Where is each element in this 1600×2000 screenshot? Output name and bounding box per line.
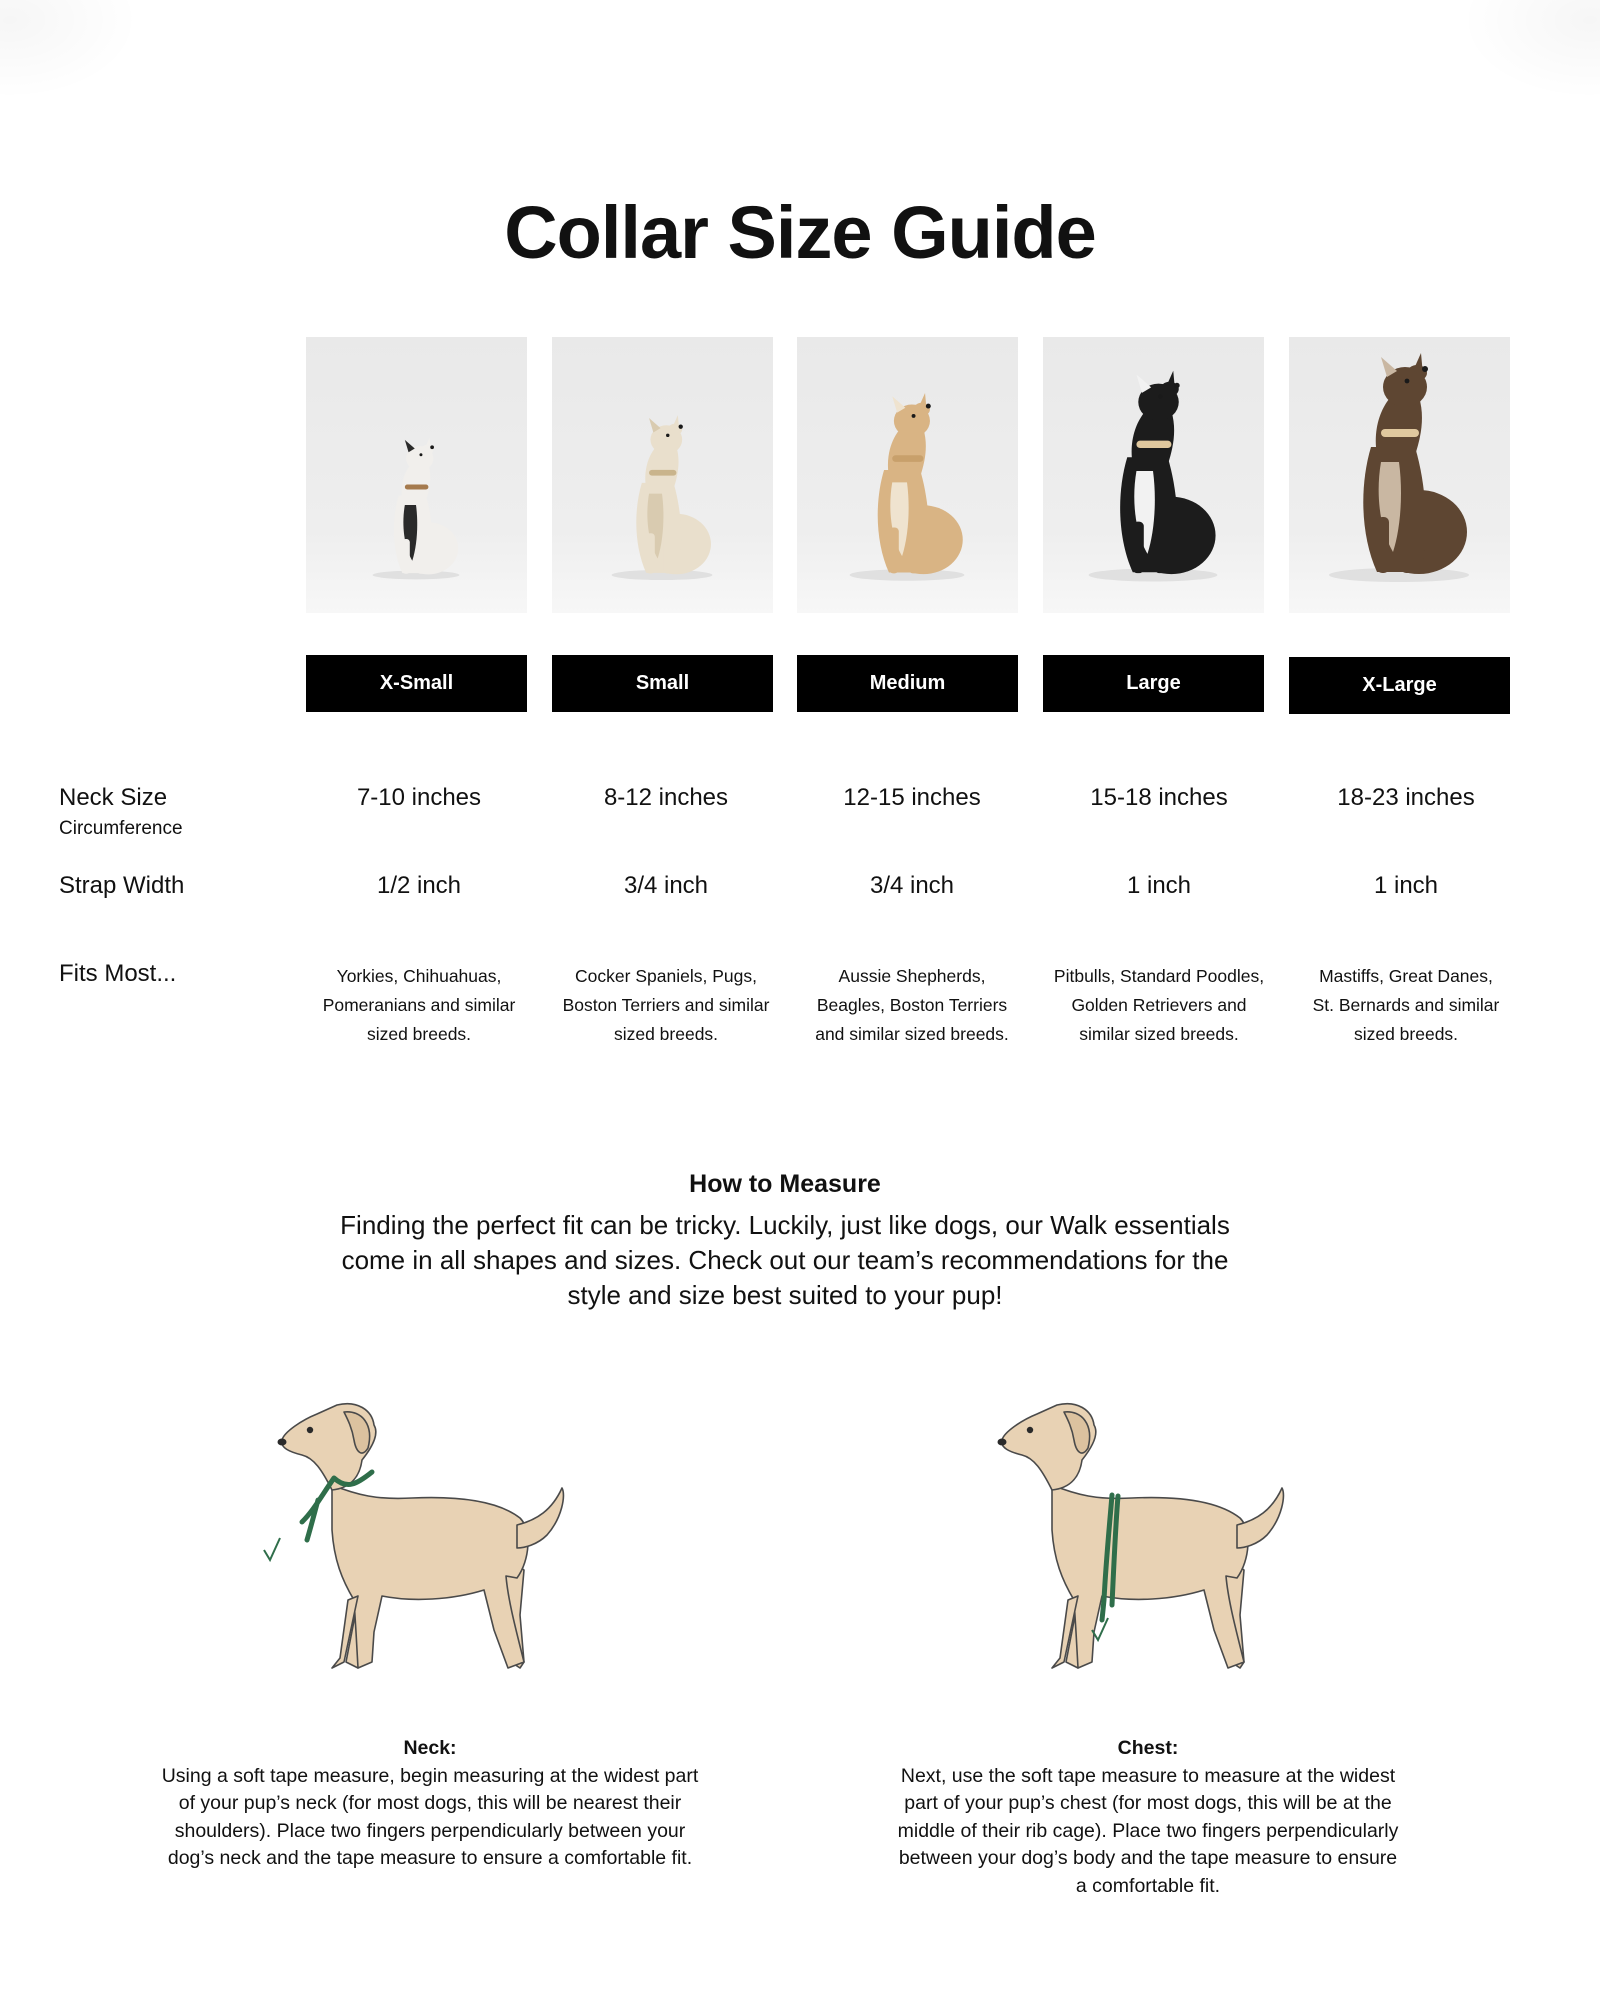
fits-most-text <box>546 962 786 1049</box>
size-label-small[interactable]: Small <box>552 655 773 712</box>
chest-measure-line: part of your pup’s chest (for most dogs, this will be at the <box>904 1792 1392 1814</box>
dog-photo-xsmall <box>306 337 527 613</box>
page-title: Collar Size Guide <box>504 191 1096 274</box>
size-label-large[interactable]: Large <box>1043 655 1264 712</box>
neck-size-value: 18-23 inches <box>1337 784 1475 811</box>
fits-most-text <box>1286 962 1526 1049</box>
neck-measure-line: of your pup’s neck (for most dogs, this will be nearest their <box>178 1792 682 1814</box>
fits-line: similar sized breeds. <box>1079 1024 1239 1044</box>
fits-line: sized breeds. <box>366 1024 472 1044</box>
size-label-xlarge[interactable]: X-Large <box>1289 657 1510 714</box>
fits-line: sized breeds. <box>613 1024 719 1044</box>
how-to-measure-intro <box>270 1208 1300 1313</box>
fits-line: Boston Terriers and similar <box>562 995 770 1015</box>
size-label-xsmall[interactable]: X-Small <box>306 655 527 712</box>
intro-line: come in all shapes and sizes. Check out our team’s recommendations for the <box>341 1245 1229 1275</box>
fits-line: Beagles, Boston Terriers <box>816 995 1008 1015</box>
dog-photo-medium <box>797 337 1018 613</box>
corner-shadow-right <box>1460 0 1600 100</box>
neck-size-value: 8-12 inches <box>603 784 729 811</box>
neck-measure-illustration <box>262 1400 602 1690</box>
dog-silhouette <box>552 337 773 613</box>
strap-width-value: 1 inch <box>1373 872 1439 899</box>
fits-line: Pitbulls, Standard Poodles, <box>1053 966 1265 986</box>
fits-line: Mastiffs, Great Danes, <box>1319 966 1493 986</box>
strap-width-value: 1 inch <box>1126 872 1192 899</box>
strap-width-value: 1/2 inch <box>376 872 462 899</box>
row-label-neck-size: Neck Size <box>59 784 168 811</box>
fits-most-text <box>1039 962 1279 1049</box>
neck-measure-instructions <box>110 1735 750 1873</box>
strap-width-value: 3/4 inch <box>869 872 955 899</box>
dog-silhouette <box>1043 337 1264 613</box>
strap-width-value: 3/4 inch <box>623 872 709 899</box>
fits-line: and similar sized breeds. <box>815 1024 1009 1044</box>
row-label-strap-width: Strap Width <box>59 872 185 899</box>
neck-measure-line: Using a soft tape measure, begin measuring at the widest part <box>161 1764 699 1787</box>
fits-line: St. Bernards and similar <box>1312 995 1500 1015</box>
chest-measure-line: middle of their rib cage). Place two fingers perpendicularly <box>897 1819 1399 1842</box>
size-label-medium[interactable]: Medium <box>797 655 1018 712</box>
dog-photo-large <box>1043 337 1264 613</box>
chest-measure-illustration <box>982 1400 1322 1690</box>
corner-shadow-left <box>0 0 140 100</box>
dog-photo-xlarge <box>1289 337 1510 613</box>
fits-most-text <box>792 962 1032 1049</box>
dog-neck-illustration <box>262 1400 602 1690</box>
chest-measure-line: Next, use the soft tape measure to measure at the widest <box>900 1764 1396 1787</box>
neck-measure-line: shoulders). Place two fingers perpendicularly between your <box>174 1819 686 1842</box>
chest-measure-instructions <box>848 1735 1448 1900</box>
chest-measure-line: between your dog’s body and the tape measure to ensure <box>898 1847 1398 1869</box>
dog-chest-illustration <box>982 1400 1322 1690</box>
fits-line: Yorkies, Chihuahuas, <box>336 966 502 986</box>
neck-size-value: 12-15 inches <box>843 784 981 811</box>
dog-silhouette <box>797 337 1018 613</box>
neck-measure-line: dog’s neck and the tape measure to ensure a comfortable fit. <box>167 1847 693 1869</box>
chest-measure-line: a comfortable fit. <box>1075 1874 1221 1897</box>
dog-photo-small <box>552 337 773 613</box>
intro-line: Finding the perfect fit can be tricky. Luckily, just like dogs, our Walk essentials <box>340 1210 1230 1240</box>
fits-line: Cocker Spaniels, Pugs, <box>575 966 757 986</box>
fits-most-text <box>299 962 539 1049</box>
row-sublabel-circumference: Circumference <box>59 818 183 839</box>
neck-size-value: 15-18 inches <box>1090 784 1228 811</box>
how-to-measure-title: How to Measure <box>689 1170 881 1198</box>
fits-line: sized breeds. <box>1353 1024 1459 1044</box>
dog-silhouette <box>1289 337 1510 613</box>
neck-measure-title: Neck: <box>403 1737 457 1759</box>
fits-line: Golden Retrievers and <box>1071 995 1247 1015</box>
fits-line: Aussie Shepherds, <box>838 966 986 986</box>
chest-measure-title: Chest: <box>1117 1737 1179 1759</box>
row-label-fits-most: Fits Most... <box>59 960 177 987</box>
neck-size-value: 7-10 inches <box>356 784 482 811</box>
fits-line: Pomeranians and similar <box>322 995 516 1015</box>
dog-silhouette <box>306 337 527 613</box>
intro-line: style and size best suited to your pup! <box>567 1280 1003 1310</box>
